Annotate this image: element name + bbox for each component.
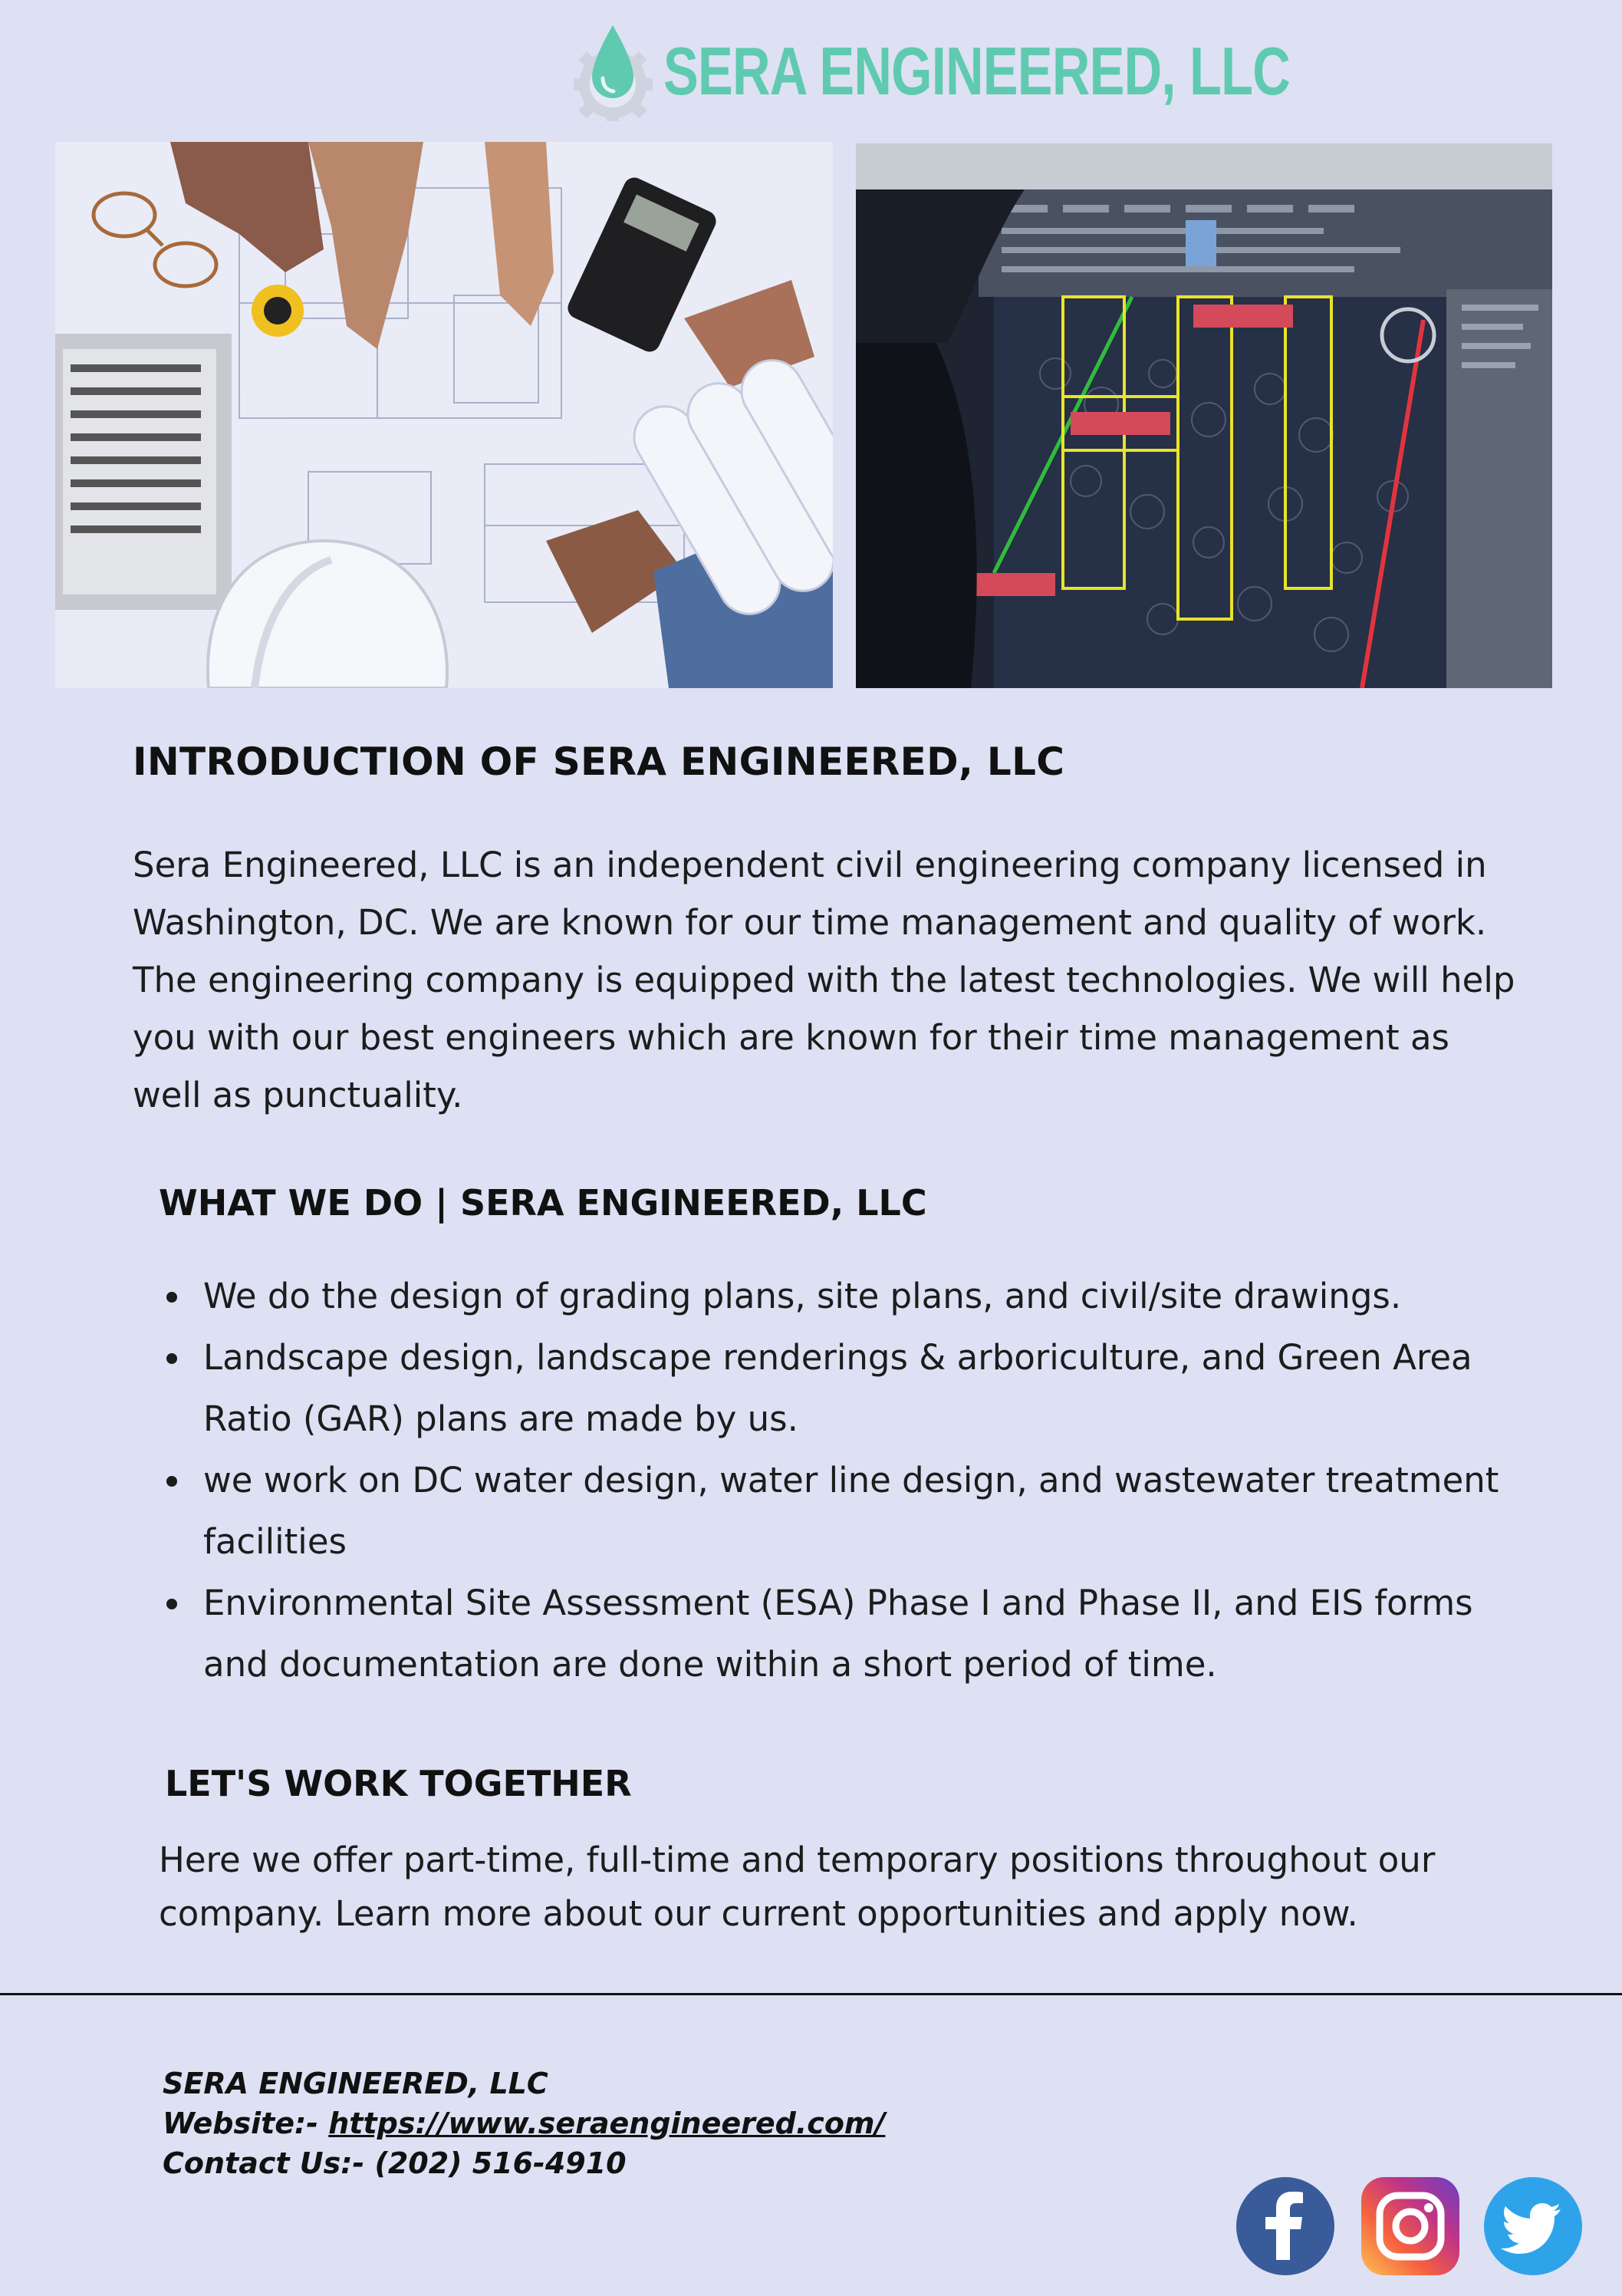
footer-divider (0, 1993, 1622, 1995)
brand-logo (569, 21, 1467, 121)
gear-droplet-logo-icon (569, 21, 657, 121)
facebook-icon[interactable] (1236, 2177, 1334, 2275)
footer-website-line (163, 2103, 885, 2143)
work-together-paragraph: Here we offer part-time, full-time and temporary positions throughout our company. Learn more about our current opportunities and apply now. (159, 1840, 1436, 1934)
twitter-icon[interactable] (1484, 2177, 1582, 2275)
contact-label: Contact Us:- (163, 2146, 375, 2180)
service-item: Landscape design, landscape renderings & arboriculture, and Green Area Ratio (GAR) plans are made by us. (165, 1327, 1538, 1450)
intro-heading: INTRODUCTION OF SERA ENGINEERED, LLC (133, 740, 1065, 784)
blueprint-collaboration-photo (55, 142, 833, 688)
phone-number: (202) 516-4910 (374, 2146, 627, 2180)
cad-drawing-screen-photo (856, 143, 1552, 688)
website-label: Website:- (163, 2107, 329, 2140)
instagram-icon[interactable] (1361, 2177, 1459, 2275)
what-we-do-heading: WHAT WE DO | SERA ENGINEERED, LLC (159, 1182, 927, 1224)
work-together-heading: LET'S WORK TOGETHER (165, 1763, 632, 1804)
intro-paragraph: Sera Engineered, LLC is an independent civil engineering company licensed in Washington, DC. We are known for our time management and quality of work. The engineering company is equipped with the latest technologies. We will help you with our best engineers which are known for their time management as well as punctuality. (133, 845, 1515, 1115)
footer-contact-line (163, 2143, 885, 2183)
footer-contact (163, 2064, 885, 2183)
footer-company: SERA ENGINEERED, LLC (163, 2067, 548, 2100)
service-item: We do the design of grading plans, site plans, and civil/site drawings. (165, 1266, 1538, 1327)
service-item: Environmental Site Assessment (ESA) Phase I and Phase II, and EIS forms and documentation are done within a short period of time. (165, 1573, 1538, 1695)
services-list (165, 1266, 1538, 1695)
service-item: we work on DC water design, water line design, and wastewater treatment facilities (165, 1450, 1538, 1573)
website-link[interactable]: https://www.seraengineered.com/ (328, 2107, 886, 2140)
logo-wordmark: SERA ENGINEERED, LLC (663, 33, 1291, 109)
